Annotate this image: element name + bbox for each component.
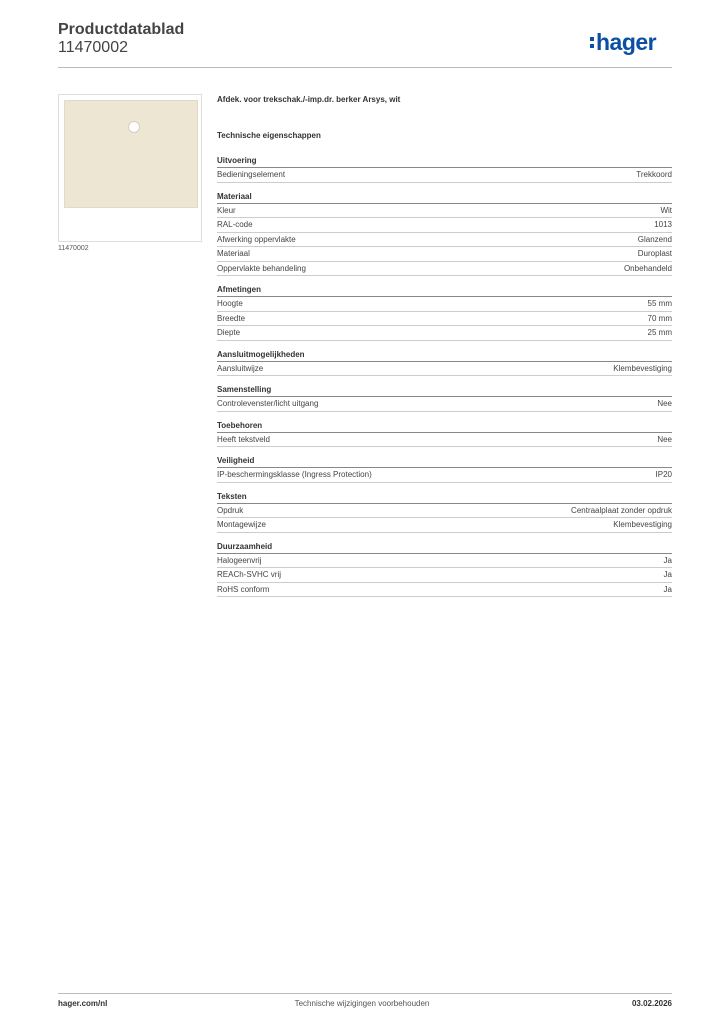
cord-hole: [128, 121, 140, 133]
spec-group: [217, 192, 672, 277]
spec-group-title: Duurzaamheid: [217, 542, 672, 554]
spec-row: [217, 362, 672, 377]
spec-groups: [217, 156, 672, 597]
spec-label: Kleur: [217, 205, 236, 215]
spec-row: [217, 397, 672, 412]
section-title: Technische eigenschappen: [217, 131, 321, 140]
footer-divider: [58, 993, 672, 994]
spec-label: Bedieningselement: [217, 170, 286, 179]
spec-value: Wit: [660, 205, 672, 215]
spec-label: Controlevenster/licht uitgang: [217, 399, 319, 408]
spec-group-title: Toebehoren: [217, 421, 672, 433]
spec-label: RAL-code: [217, 220, 253, 229]
spec-value: 55 mm: [647, 299, 672, 308]
product-description: Afdek. voor trekschak./-imp.dr. berker Arsys, wit: [217, 95, 401, 104]
hager-logo[interactable]: [590, 29, 656, 56]
spec-row: [217, 568, 672, 583]
spec-value: Ja: [663, 584, 672, 594]
spec-group-title: Samenstelling: [217, 385, 672, 397]
spec-label: Opdruk: [217, 505, 244, 515]
spec-row: [217, 204, 672, 219]
spec-group: [217, 285, 672, 341]
spec-value: Onbehandeld: [623, 263, 672, 273]
spec-group: [217, 350, 672, 377]
spec-group-title: Aansluitmogelijkheden: [217, 350, 672, 362]
spec-group-title: Veiligheid: [217, 456, 672, 468]
spec-label: REACh-SVHC vrij: [217, 570, 282, 579]
spec-group: [217, 156, 672, 183]
spec-row: [217, 326, 672, 341]
spec-label: Oppervlakte behandeling: [217, 263, 306, 273]
spec-row: [217, 468, 672, 483]
spec-value: 25 mm: [647, 328, 672, 337]
spec-value: Trekkoord: [636, 170, 672, 179]
logo-dots-icon: [590, 37, 594, 48]
spec-value: Ja: [663, 570, 672, 579]
spec-group-title: Teksten: [217, 492, 672, 504]
footer-date: 03.02.2026: [631, 999, 672, 1008]
footer-disclaimer: Technische wijzigingen voorbehouden: [294, 999, 430, 1008]
spec-label: Halogeenvrij: [217, 555, 262, 565]
spec-value: Glanzend: [637, 234, 672, 244]
spec-row: [217, 233, 672, 248]
spec-label: Materiaal: [217, 249, 250, 258]
spec-row: [217, 518, 672, 533]
spec-row: [217, 297, 672, 312]
cover-plate-image: [64, 100, 198, 208]
spec-label: Montagewijze: [217, 520, 266, 529]
spec-row: [217, 504, 672, 519]
spec-row: [217, 312, 672, 327]
product-image: [58, 94, 202, 242]
spec-row: [217, 433, 672, 448]
spec-label: Diepte: [217, 328, 241, 337]
spec-value: IP20: [655, 470, 672, 479]
spec-value: 1013: [654, 220, 672, 229]
spec-value: Ja: [663, 555, 672, 565]
spec-group-title: Materiaal: [217, 192, 672, 204]
spec-group: [217, 542, 672, 598]
spec-label: RoHS conform: [217, 584, 270, 594]
spec-row: [217, 554, 672, 569]
spec-row: [217, 583, 672, 598]
page-title: Productdatablad: [58, 21, 185, 38]
spec-group-title: Afmetingen: [217, 285, 672, 297]
spec-label: Aansluitwijze: [217, 363, 264, 373]
spec-group: [217, 456, 672, 483]
logo-text: hager: [596, 29, 657, 55]
spec-row: [217, 247, 672, 262]
spec-label: IP-beschermingsklasse (Ingress Protection): [217, 470, 372, 479]
spec-group: [217, 492, 672, 533]
spec-row: [217, 218, 672, 233]
spec-value: 70 mm: [647, 313, 672, 323]
spec-label: Heeft tekstveld: [217, 434, 270, 444]
spec-label: Afwerking oppervlakte: [217, 234, 296, 244]
image-caption: 11470002: [58, 245, 89, 252]
spec-group-title: Uitvoering: [217, 156, 672, 168]
spec-value: Klembevestiging: [613, 363, 672, 373]
spec-value: Duroplast: [637, 249, 672, 258]
spec-value: Centraalplaat zonder opdruk: [571, 505, 672, 515]
spec-value: Nee: [657, 399, 672, 408]
footer-website-link[interactable]: hager.com/nl: [58, 999, 108, 1008]
spec-value: Nee: [657, 434, 672, 444]
spec-group: [217, 421, 672, 448]
spec-row: [217, 168, 672, 183]
product-code: 11470002: [58, 39, 128, 56]
spec-label: Hoogte: [217, 299, 243, 308]
spec-row: [217, 262, 672, 277]
spec-value: Klembevestiging: [613, 520, 672, 529]
spec-label: Breedte: [217, 313, 246, 323]
spec-group: [217, 385, 672, 412]
spec-content: [217, 95, 672, 606]
header-divider: [58, 67, 672, 68]
